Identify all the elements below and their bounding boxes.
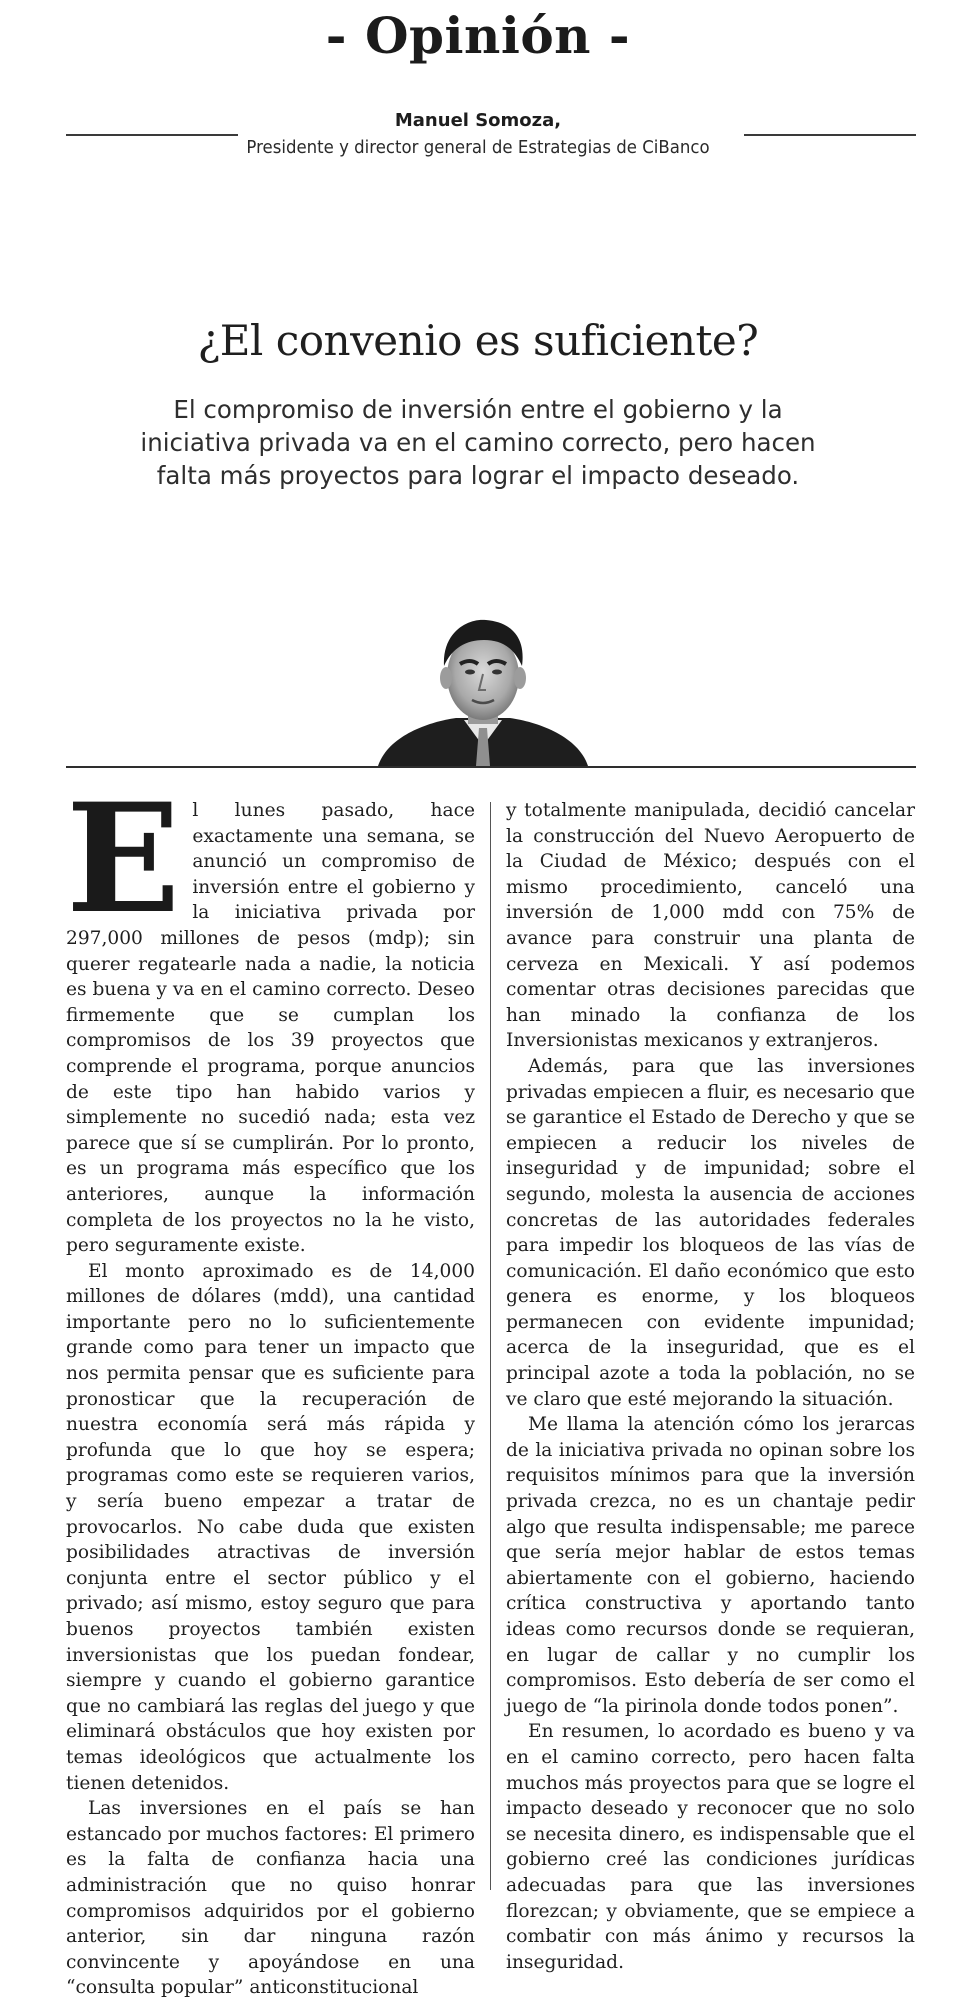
author-photo <box>378 618 588 766</box>
article-body <box>66 771 916 1999</box>
header-rule-left <box>66 134 238 136</box>
paragraph: Las inversiones en el país se han estancado por muchos factores: El primero es la falta de confianza hacia una administración que no quiso honrar compromisos adquiridos por el gobierno anterior, sin dar ninguna razón convincente y apoyándose en una “consulta popular” anticonstitucional <box>66 1798 475 1999</box>
paragraph: En resumen, lo acordado es bueno y va en el camino correcto, pero hacen falta muchos más proyectos para que se logre el impacto deseado y reconocer que no solo se necesita dinero, es indispensable que el gobierno creé las condiciones jurídicas adecuadas para que las inversiones florezcan; y obviamente, que se empiece a combatir con más ánimo y recursos la inseguridad. <box>506 1721 915 1973</box>
paragraph <box>66 771 475 1259</box>
dropcap: E <box>66 771 181 947</box>
author-portrait-image <box>378 618 588 766</box>
left-column <box>66 771 475 2001</box>
paragraph: Además, para que las inversiones privadas empiecen a fluir, es necesario que se garantice el Estado de Derecho y que se empiecen a reducir los niveles de inseguridad y de impunidad; sobre el segundo, molesta la ausencia de acciones concretas de las autoridades federales para impedir los bloqueos de las vías de comunicación. El daño económico que esto genera es enorme, y los bloqueos permanecen con evidente impunidad; acerca de la inseguridad, que es el principal azote a toda la población, no se ve claro que esté mejorando la situación. <box>506 1055 915 1410</box>
article-subhead: El compromiso de inversión entre el gobierno y la iniciativa privada va en el camino correcto, pero hacen falta más proyectos para lograr el impacto deseado. <box>140 395 816 490</box>
author-name: Manuel Somoza, <box>394 110 562 131</box>
paragraph: El monto aproximado es de 14,000 millones de dólares (mdd), una cantidad importante pero no lo suficientemente grande como para tener un impacto que nos permita pensar que es suficiente para pronosticar que la recuperación de nuestra economía será más rápida y profunda que lo que hoy se espera; programas como este se requieren varios, y sería bueno empezar a tratar de provocarlos. No cabe duda que existen posibilidades atractivas de inversión conjunta entre el sector público y el privado; así mismo, estoy seguro que para buenos proyectos también existen inversionistas que los puedan fondear, siempre y cuando el gobierno garantice que no cambiará las reglas del juego y que eliminará obstáculos que hoy existen por temas ideológicos que actualmente los tienen detenidos. <box>66 1260 475 1794</box>
right-column <box>506 798 915 1975</box>
paragraph-text: l lunes pasado, hace exactamente una semana, se anunció un compromiso de inversión entre el gobierno y la iniciativa privada por 297,000 millones de pesos (mdp); sin querer regatearle nada a nadie, la noticia es buena y va en el camino correcto. Deseo firmemente que se cumplan los compromisos de los 39 proyectos que comprende el programa, porque anuncios de este tipo han habido varios y simplemente no sucedió nada; esta vez parece que sí se cumplirán. Por lo pronto, es un programa más específico que los anteriores, aunque la información completa de los proyectos no la he visto, pero seguramente existe. <box>66 800 475 1257</box>
header-rule-right <box>744 134 916 136</box>
paragraph: Me llama la atención cómo los jerarcas de la iniciativa privada no opinan sobre los requisitos mínimos para que la inversión privada crezca, no es un chantaje pedir algo que resulta indispensable; me parece que sería mejor hablar de estos temas abiertamente con el gobierno, haciendo crítica constructiva y aportando tanto ideas como recursos donde se requieran, en lugar de callar y no cumplir los compromisos. Esto debería de ser como el juego de “la pirinola donde todos ponen”. <box>506 1414 915 1717</box>
photo-rule <box>66 766 916 768</box>
author-role: Presidente y director general de Estrategias de CiBanco <box>246 137 710 158</box>
column-divider <box>490 802 491 1890</box>
article-headline: ¿El convenio es suficiente? <box>197 316 759 365</box>
paragraph: y totalmente manipulada, decidió cancelar la construcción del Nuevo Aeropuerto de la Ciudad de México; después con el mismo procedimiento, canceló una inversión de 1,000 mdd con 75% de avance para construir una planta de cerveza en Mexicali. Y así podemos comentar otras decisiones parecidas que han minado la confianza de los Inversionistas mexicanos y extranjeros. <box>506 800 915 1052</box>
section-title: - Opinión - <box>325 6 631 65</box>
